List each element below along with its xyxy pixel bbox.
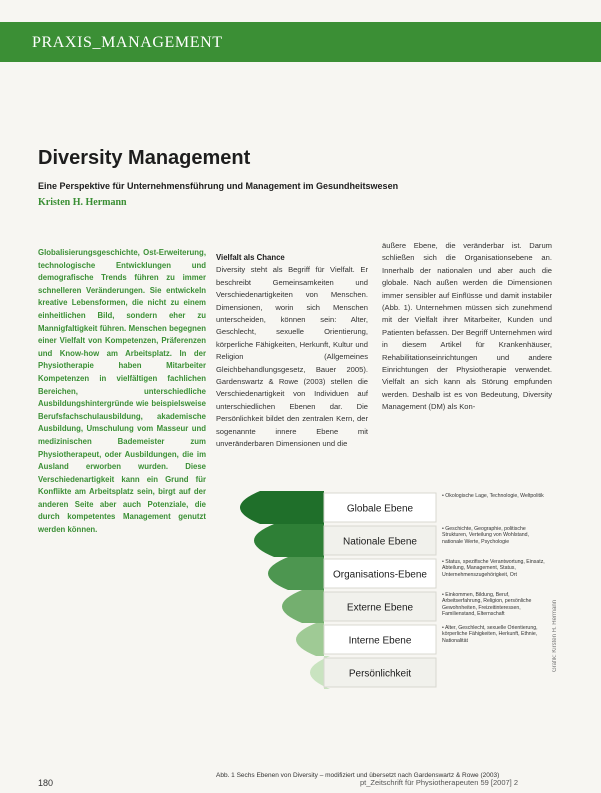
level-name: Organisations-Ebene: [333, 569, 427, 581]
level-description: • Geschichte, Geographie, politische Strukturen, Verteilung von Wohlstand, nationale Werte, Psychologie: [442, 526, 529, 545]
article-author: Kristen H. Hermann: [38, 197, 127, 208]
figure-credit: Grafik: Kirsten H. Hermann: [552, 600, 558, 673]
level-band: [240, 491, 324, 524]
article-title: Diversity Management: [38, 147, 251, 169]
level-name: Externe Ebene: [346, 602, 414, 614]
intro-text: Globalisierungsgeschichte, Ost-Erweiterung, technologische Entwicklungen und demografische Trends führen zu immer schnelleren Veränderungen. Sie entwickeln kreative Lebensformen, die nicht zu einem einheitlichen Bild, sondern eher zu Mannigfaltigkeit führen. Menschen begegnen einer Vielfalt von Kompetenzen, Präferenzen und Know-how am Arbeitsplatz. In der Physiotherapie haben Mitarbeiter Kompetenzen in vielfältigen fachlichen Bereichen, unterschiedliche Ausbildungshintergründe wie beispielsweise Berufsfachschulausbildung, akademische Ausbildung, Umschulung vom Masseur und medizinischen Bademeister zum Physiotherapeut, oder Ausbildungen, die im Ausland erworben wurden. Diese Verschiedenartigkeit kann ein Grund für Konflikte am Arbeitsplatz sein, birgt auf der anderen Seite aber auch Potenziale, die durch kompetentes Management genutzt werden können.: [38, 248, 206, 535]
level-description: • Ökologische Lage, Technologie, Weltpolitik: [442, 493, 544, 499]
level-name: Nationale Ebene: [343, 536, 417, 548]
column-3-text: äußere Ebene, die veränderbar ist. Darum schließen sich die Organisationsebene an. Innerhalb der nationalen und aber auch die globale. Nach außen werden die Dimensionen immer sensibler auf Einflüsse und damit instabiler (Abb. 1). Unternehmen müssen sich zunehmend mit der Vielfalt ihrer Mitarbeiter, Kunden und Patienten befassen. Der Begriff Unternehmen wird in diesem Artikel für Krankenhäuser, Rehabilitationseinrichtungen und andere Einrichtungen der Physiotherapie verwendet. Vielfalt an sich kann als Störung empfunden werden. Deshalb ist es von Bedeutung, Diversity Management (DM) als Kon-: [382, 241, 552, 412]
body-column-3: [382, 240, 552, 414]
level-description: • Alter, Geschlecht, sexuelle Orientierung, körperliche Fähigkeiten, Herkunft, Ethnie, Nationalität: [442, 625, 538, 644]
article-subtitle: Eine Perspektive für Unternehmensführung und Management im Gesundheitswesen: [38, 181, 399, 191]
figure-caption: Abb. 1 Sechs Ebenen von Diversity – modifiziert und übersetzt nach Gardenswartz & Rowe (2003): [216, 772, 500, 779]
level-band: [254, 524, 324, 557]
level-band: [296, 623, 324, 656]
level-name: Persönlichkeit: [348, 668, 412, 680]
section-heading: Vielfalt als Chance: [216, 253, 285, 262]
body-column-2: [216, 252, 368, 451]
page-number: 180: [38, 778, 54, 788]
section-label: PRAXIS_MANAGEMENT: [32, 34, 223, 51]
level-description: • Einkommen, Bildung, Beruf, Arbeitserfahrung, Religion, persönliche Gewohnheiten, Freizeitinteressen, Familienstand, Elternschaft: [442, 592, 532, 618]
level-name: Globale Ebene: [346, 503, 414, 515]
level-band: [268, 557, 324, 590]
level-band: [282, 590, 324, 623]
journal-reference: pt_Zeitschrift für Physiotherapeuten 59 [2007] 2: [360, 778, 519, 787]
diversity-levels-figure: [212, 481, 557, 793]
level-name: Interne Ebene: [348, 635, 412, 647]
column-2-text: Diversity steht als Begriff für Vielfalt. Er beschreibt Gemeinsamkeiten und Verschiedenartigkeiten von Menschen. Dimensionen, worin sich Menschen unterscheiden, können sein: Alter, Geschlecht, sexuelle Orientierung, körperliche Fähigkeiten, Herkunft, Kultur und Religion (Allgemeines Gleichbehandlungsgesetz, Bauer 2005). Gardenswartz & Rowe (2003) stellen die Verschiedenartigkeit von Individuen auf unterschiedlichen Ebenen dar. Die Persönlichkeit bildet den zentralen Kern, der sogenannte innere Ebene mit unveränderbaren Dimensionen und die: [216, 265, 368, 449]
level-description: • Status, spezifische Verantwortung, Einsatz, Abteilung, Management, Status, Unternehmenszugehörigkeit, Ort: [442, 559, 545, 578]
